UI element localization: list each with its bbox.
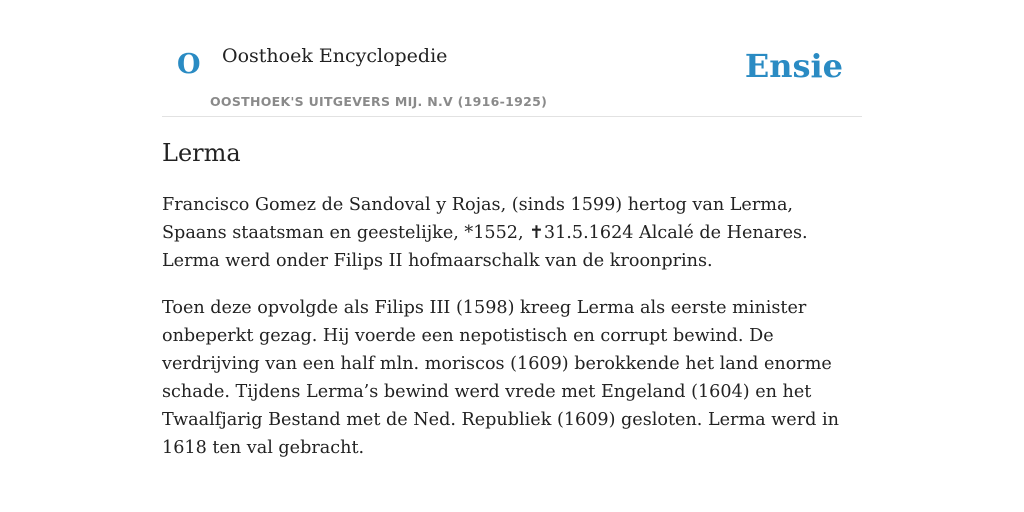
article — [162, 138, 862, 481]
brand-logo-link[interactable]: Ensie — [744, 47, 843, 85]
article-paragraph: Francisco Gomez de Sandoval y Rojas, (sinds 1599) hertog van Lerma, Spaans staatsman en geestelijke, *1552, ✝31.5.1624 Alcalé de Henares. Lerma werd onder Filips II hofmaarschalk van de kroonprins. — [162, 195, 808, 272]
source-header — [162, 0, 862, 117]
article-title: Lerma — [162, 139, 241, 167]
source-subtitle: OOSTHOEK'S UITGEVERS MIJ. N.V (1916-1925) — [210, 94, 548, 109]
source-title[interactable]: Oosthoek Encyclopedie — [222, 45, 448, 67]
article-paragraph: Toen deze opvolgde als Filips III (1598) kreeg Lerma als eerste minister onbeperkt gezag. Hij voerde een nepotistisch en corrupt bewind. De verdrijving van een half mln. moriscos (1609) berokkende het land enorme schade. Tijdens Lerma’s bewind werd vrede met Engeland (1604) en het Twaalfjarig Bestand met de Ned. Republiek (1609) gesloten. Lerma werd in 1618 ten val gebracht. — [162, 298, 839, 459]
source-logo-icon[interactable]: O — [177, 49, 201, 80]
